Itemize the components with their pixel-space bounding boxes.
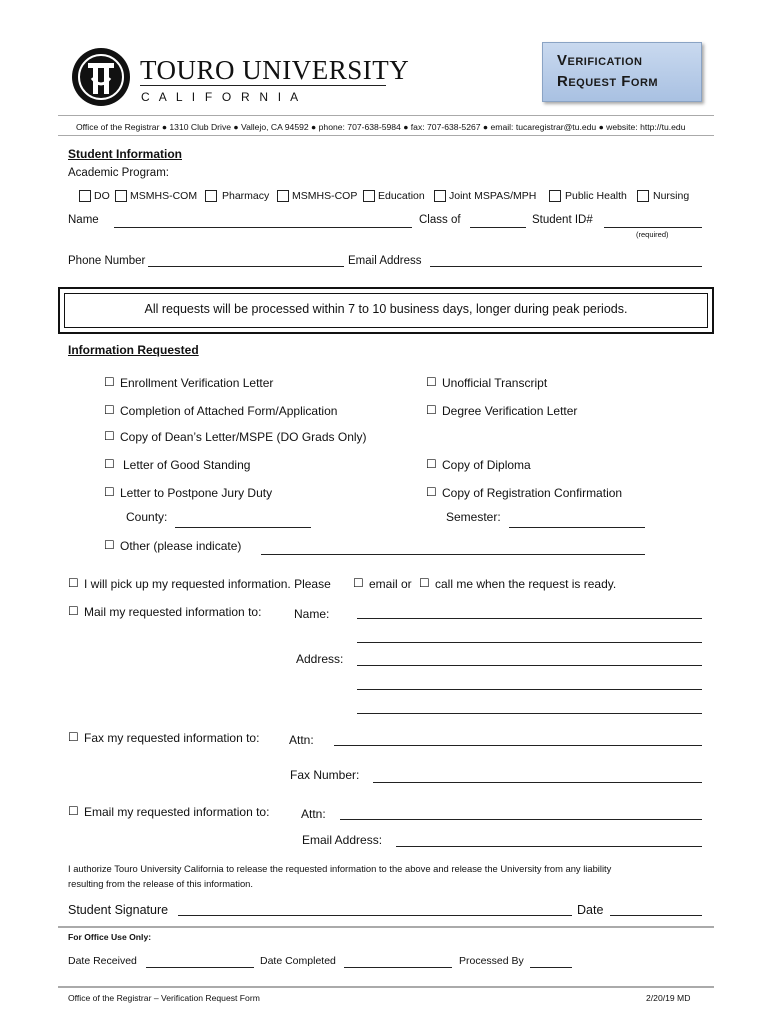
fax-number-label: Fax Number:: [290, 768, 360, 782]
program-joint-mspas-mph-label: Joint MSPAS/MPH: [449, 190, 537, 202]
program-education-checkbox[interactable]: [363, 190, 375, 202]
required-note: (required): [636, 230, 669, 239]
university-name: TOURO UNIVERSITY: [140, 55, 410, 85]
registration-checkbox[interactable]: ☐: [426, 485, 437, 499]
form-title-line1: Verification: [557, 52, 643, 69]
good-standing-checkbox[interactable]: ☐: [104, 457, 115, 471]
program-nursing-label: Nursing: [653, 190, 690, 202]
mail-label: Mail my requested information to:: [84, 605, 262, 619]
enrollment-checkbox[interactable]: ☐: [104, 375, 115, 389]
phone-label: Phone Number: [68, 255, 146, 267]
deans-letter-label: Copy of Dean’s Letter/MSPE (DO Grads Only): [120, 430, 367, 444]
class-of-label: Class of: [419, 214, 461, 226]
email-address-label: Email Address:: [302, 833, 383, 847]
footer-left: Office of the Registrar – Verification Request Form: [68, 993, 260, 1003]
authorization-line2: resulting from the release of this information.: [68, 878, 253, 889]
email-attn-field[interactable]: [340, 819, 702, 820]
mail-address-field-3[interactable]: [357, 713, 702, 714]
mail-address-field-2[interactable]: [357, 689, 702, 690]
fax-label: Fax my requested information to:: [84, 731, 260, 745]
signature-field[interactable]: [178, 915, 572, 916]
degree-label: Degree Verification Letter: [442, 404, 578, 418]
form-title-line2: Request Form: [557, 73, 659, 90]
date-completed-field[interactable]: [344, 967, 452, 968]
info-requested-heading: Information Requested: [68, 343, 199, 357]
email-me-label: email or: [369, 577, 412, 591]
program-pharmacy-label: Pharmacy: [222, 190, 270, 202]
program-msmhs-cop-label: MSMHS-COP: [292, 190, 358, 202]
form-title-box: [542, 42, 702, 102]
academic-program-label: Academic Program:: [68, 167, 169, 179]
mail-address-field[interactable]: [357, 665, 702, 666]
diploma-label: Copy of Diploma: [442, 458, 531, 472]
email-info-checkbox[interactable]: ☐: [68, 804, 79, 818]
diploma-checkbox[interactable]: ☐: [426, 457, 437, 471]
fax-attn-field[interactable]: [334, 745, 702, 746]
footer-right: 2/20/19 MD: [646, 993, 691, 1003]
signature-date-label: Date: [577, 903, 604, 917]
name-field[interactable]: [114, 227, 412, 228]
email-info-label: Email my requested information to:: [84, 805, 270, 819]
mail-checkbox[interactable]: ☐: [68, 604, 79, 618]
other-field[interactable]: [261, 554, 645, 555]
mail-name-field[interactable]: [357, 618, 702, 619]
program-joint-mspas-mph-checkbox[interactable]: [434, 190, 446, 202]
completion-label: Completion of Attached Form/Application: [120, 404, 338, 418]
pickup-label: I will pick up my requested information. Please: [84, 577, 331, 591]
date-received-field[interactable]: [146, 967, 254, 968]
signature-date-field[interactable]: [610, 915, 702, 916]
email-label: Email Address: [348, 255, 422, 267]
enrollment-label: Enrollment Verification Letter: [120, 376, 274, 390]
email-me-checkbox[interactable]: ☐: [353, 576, 364, 590]
seal-icon: [72, 48, 130, 106]
program-msmhs-com-checkbox[interactable]: [115, 190, 127, 202]
call-me-checkbox[interactable]: ☐: [419, 576, 430, 590]
university-seal-logo: [72, 48, 130, 106]
student-id-field[interactable]: [604, 227, 702, 228]
degree-checkbox[interactable]: ☐: [426, 403, 437, 417]
good-standing-label: Letter of Good Standing: [123, 458, 251, 472]
program-do-label: DO: [94, 190, 110, 202]
date-received-label: Date Received: [68, 955, 137, 967]
deans-letter-checkbox[interactable]: ☐: [104, 429, 115, 443]
jury-duty-checkbox[interactable]: ☐: [104, 485, 115, 499]
header-rule: [140, 85, 386, 86]
county-field[interactable]: [175, 527, 311, 528]
program-education-label: Education: [378, 190, 425, 202]
contact-rule-top: [58, 115, 714, 116]
office-use-rule: [58, 926, 714, 928]
mail-address-label: Address:: [296, 652, 344, 666]
campus-name: C A L I F O R N I A: [141, 90, 302, 104]
fax-attn-label: Attn:: [289, 733, 314, 747]
signature-label: Student Signature: [68, 903, 169, 917]
completion-checkbox[interactable]: ☐: [104, 403, 115, 417]
mail-name-field-2[interactable]: [357, 642, 702, 643]
fax-checkbox[interactable]: ☐: [68, 730, 79, 744]
other-checkbox[interactable]: ☐: [104, 538, 115, 552]
semester-field[interactable]: [509, 527, 645, 528]
name-label: Name: [68, 214, 99, 226]
mail-name-label: Name:: [294, 607, 330, 621]
authorization-line1: I authorize Touro University California to release the requested information to the above and release the University from any liability: [68, 863, 612, 874]
program-msmhs-cop-checkbox[interactable]: [277, 190, 289, 202]
office-use-heading: For Office Use Only:: [68, 932, 152, 942]
email-attn-label: Attn:: [301, 807, 326, 821]
email-address-field[interactable]: [396, 846, 702, 847]
fax-number-field[interactable]: [373, 782, 702, 783]
semester-label: Semester:: [446, 510, 501, 524]
footer-rule: [58, 986, 714, 988]
email-field[interactable]: [430, 266, 702, 267]
other-label: Other (please indicate): [120, 539, 242, 553]
student-info-heading: Student Information: [68, 147, 182, 161]
program-public-health-checkbox[interactable]: [549, 190, 561, 202]
call-me-label: call me when the request is ready.: [435, 577, 617, 591]
date-completed-label: Date Completed: [260, 955, 336, 967]
phone-field[interactable]: [148, 266, 344, 267]
unofficial-checkbox[interactable]: ☐: [426, 375, 437, 389]
registration-label: Copy of Registration Confirmation: [442, 486, 623, 500]
processing-notice: All requests will be processed within 7 to 10 business days, longer during peak periods.: [144, 302, 628, 316]
program-nursing-checkbox[interactable]: [637, 190, 649, 202]
pickup-checkbox[interactable]: ☐: [68, 576, 79, 590]
county-label: County:: [126, 510, 168, 524]
processed-by-field[interactable]: [530, 967, 572, 968]
class-of-field[interactable]: [470, 227, 526, 228]
processed-by-label: Processed By: [459, 955, 524, 967]
program-do-checkbox[interactable]: [79, 190, 91, 202]
program-pharmacy-checkbox[interactable]: [205, 190, 217, 202]
student-id-label: Student ID#: [532, 214, 593, 226]
program-msmhs-com-label: MSMHS-COM: [130, 190, 198, 202]
unofficial-label: Unofficial Transcript: [442, 376, 548, 390]
contact-rule-bottom: [58, 135, 714, 136]
jury-duty-label: Letter to Postpone Jury Duty: [120, 486, 273, 500]
contact-line: Office of the Registrar ● 1310 Club Drive ● Vallejo, CA 94592 ● phone: 707-638-5984 ● fax: 707-638-5267 ● email: tucaregistrar@tu.edu ● website: http://tu.edu: [76, 122, 686, 132]
program-public-health-label: Public Health: [565, 190, 627, 202]
